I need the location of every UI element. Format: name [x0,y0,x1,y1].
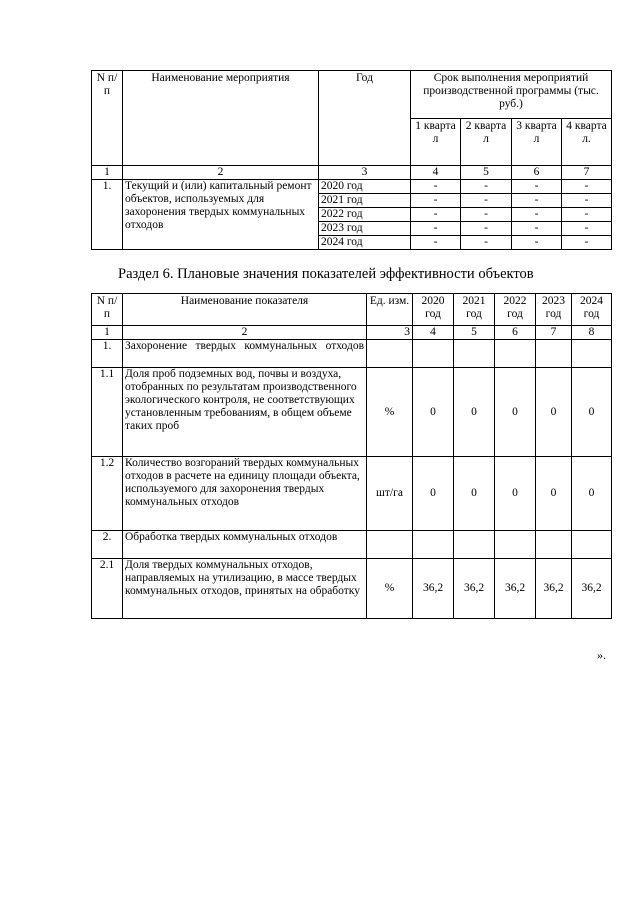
header-quarter-3: 3 кварта л [512,118,562,166]
value-2022 [495,340,536,368]
header-year-2024: 2024 год [572,294,612,326]
value-2020: 0 [413,368,454,457]
unit-cell: % [367,368,413,457]
value-2021 [454,340,495,368]
col-number: 8 [572,326,612,340]
header-year: Год [319,71,411,166]
table-header-row [92,71,612,119]
col-number: 6 [512,166,562,180]
quarter-value: - [461,222,512,236]
quarter-value: - [411,180,461,194]
header-year-2022: 2022 год [495,294,536,326]
value-2023: 0 [536,368,572,457]
unit-cell [367,340,413,368]
quarter-value: - [411,194,461,208]
col-number: 4 [413,326,454,340]
table-header-row [92,294,612,326]
unit-cell: % [367,559,413,619]
header-event-name: Наименование мероприятия [123,71,319,166]
row-number: 1.1 [92,368,123,457]
quarter-value: - [411,236,461,250]
value-2022: 36,2 [495,559,536,619]
table-row [92,559,612,619]
year-cell: 2021 год [319,194,411,208]
quarter-value: - [512,208,562,222]
value-2023 [536,340,572,368]
quarter-value: - [512,222,562,236]
value-2023 [536,531,572,559]
header-indicator-name: Наименование показателя [123,294,367,326]
table-row [92,368,612,457]
quarter-value: - [411,208,461,222]
header-quarter-4: 4 кварта л. [562,118,612,166]
header-quarter-1: 1 кварта л [411,118,461,166]
quarter-value: - [512,194,562,208]
value-2021 [454,531,495,559]
indicator-name: Обработка твердых коммунальных отходов [123,531,367,559]
value-2020 [413,340,454,368]
year-cell: 2023 год [319,222,411,236]
row-number: 2. [92,531,123,559]
indicator-name: Доля проб подземных вод, почвы и воздуха, отобранных по результатам производственного экологического контроля, не соответствующих установленным требованиям, в общем объеме таких проб [123,368,367,457]
indicator-name: Захоронение твердых коммунальных отходов [123,340,367,368]
quarter-value: - [411,222,461,236]
col-number: 4 [411,166,461,180]
table-row [92,457,612,531]
year-cell: 2020 год [319,180,411,194]
header-year-2021: 2021 год [454,294,495,326]
value-2021: 0 [454,457,495,531]
header-n: N п/п [92,71,123,166]
quarter-value: - [562,208,612,222]
col-number: 2 [123,326,367,340]
indicator-name: Доля твердых коммунальных отходов, направляемых на утилизацию, в массе твердых коммунальных отходов, принятых на обработку [123,559,367,619]
year-cell: 2024 год [319,236,411,250]
header-unit: Ед. изм. [367,294,413,326]
program-schedule-table [91,70,612,250]
indicator-name: Количество возгораний твердых коммунальных отходов в расчете на единицу площади объекта, используемого для захоронения твердых коммунальных отходов [123,457,367,531]
row-number: 1. [92,340,123,368]
value-2020 [413,531,454,559]
quarter-value: - [512,180,562,194]
value-2020: 0 [413,457,454,531]
value-2022: 0 [495,368,536,457]
row-number: 1. [92,180,123,250]
header-year-2020: 2020 год [413,294,454,326]
header-quarter-2: 2 кварта л [461,118,512,166]
col-number: 6 [495,326,536,340]
quarter-value: - [461,180,512,194]
year-cell: 2022 год [319,208,411,222]
value-2022 [495,531,536,559]
quarter-value: - [562,194,612,208]
col-number: 5 [454,326,495,340]
value-2024: 36,2 [572,559,612,619]
table-row [92,531,612,559]
quarter-value: - [512,236,562,250]
value-2024: 0 [572,368,612,457]
quarter-value: - [461,194,512,208]
value-2023: 36,2 [536,559,572,619]
column-number-row [92,166,612,180]
col-number: 7 [536,326,572,340]
quarter-value: - [562,236,612,250]
row-number: 1.2 [92,457,123,531]
row-number: 2.1 [92,559,123,619]
value-2021: 0 [454,368,495,457]
quarter-value: - [461,208,512,222]
quarter-value: - [562,180,612,194]
header-period: Срок выполнения мероприятий производственной программы (тыс. руб.) [411,71,612,119]
unit-cell: шт/га [367,457,413,531]
column-number-row [92,326,612,340]
header-n: N п/п [92,294,123,326]
col-number: 1 [92,166,123,180]
section-heading: Раздел 6. Плановые значения показателей эффективности объектов [118,266,534,282]
efficiency-indicators-table [91,293,612,619]
value-2024: 0 [572,457,612,531]
value-2021: 36,2 [454,559,495,619]
col-number: 3 [319,166,411,180]
event-name: Текущий и (или) капитальный ремонт объектов, используемых для захоронения твердых коммунальных отходов [123,180,319,250]
value-2023: 0 [536,457,572,531]
col-number: 3 [367,326,413,340]
col-number: 2 [123,166,319,180]
quarter-value: - [461,236,512,250]
table-row [92,180,612,194]
col-number: 5 [461,166,512,180]
col-number: 1 [92,326,123,340]
value-2020: 36,2 [413,559,454,619]
header-year-2023: 2023 год [536,294,572,326]
closing-quote-mark: ». [597,648,606,662]
value-2024 [572,531,612,559]
unit-cell [367,531,413,559]
quarter-value: - [562,222,612,236]
value-2022: 0 [495,457,536,531]
value-2024 [572,340,612,368]
col-number: 7 [562,166,612,180]
table-row [92,340,612,368]
